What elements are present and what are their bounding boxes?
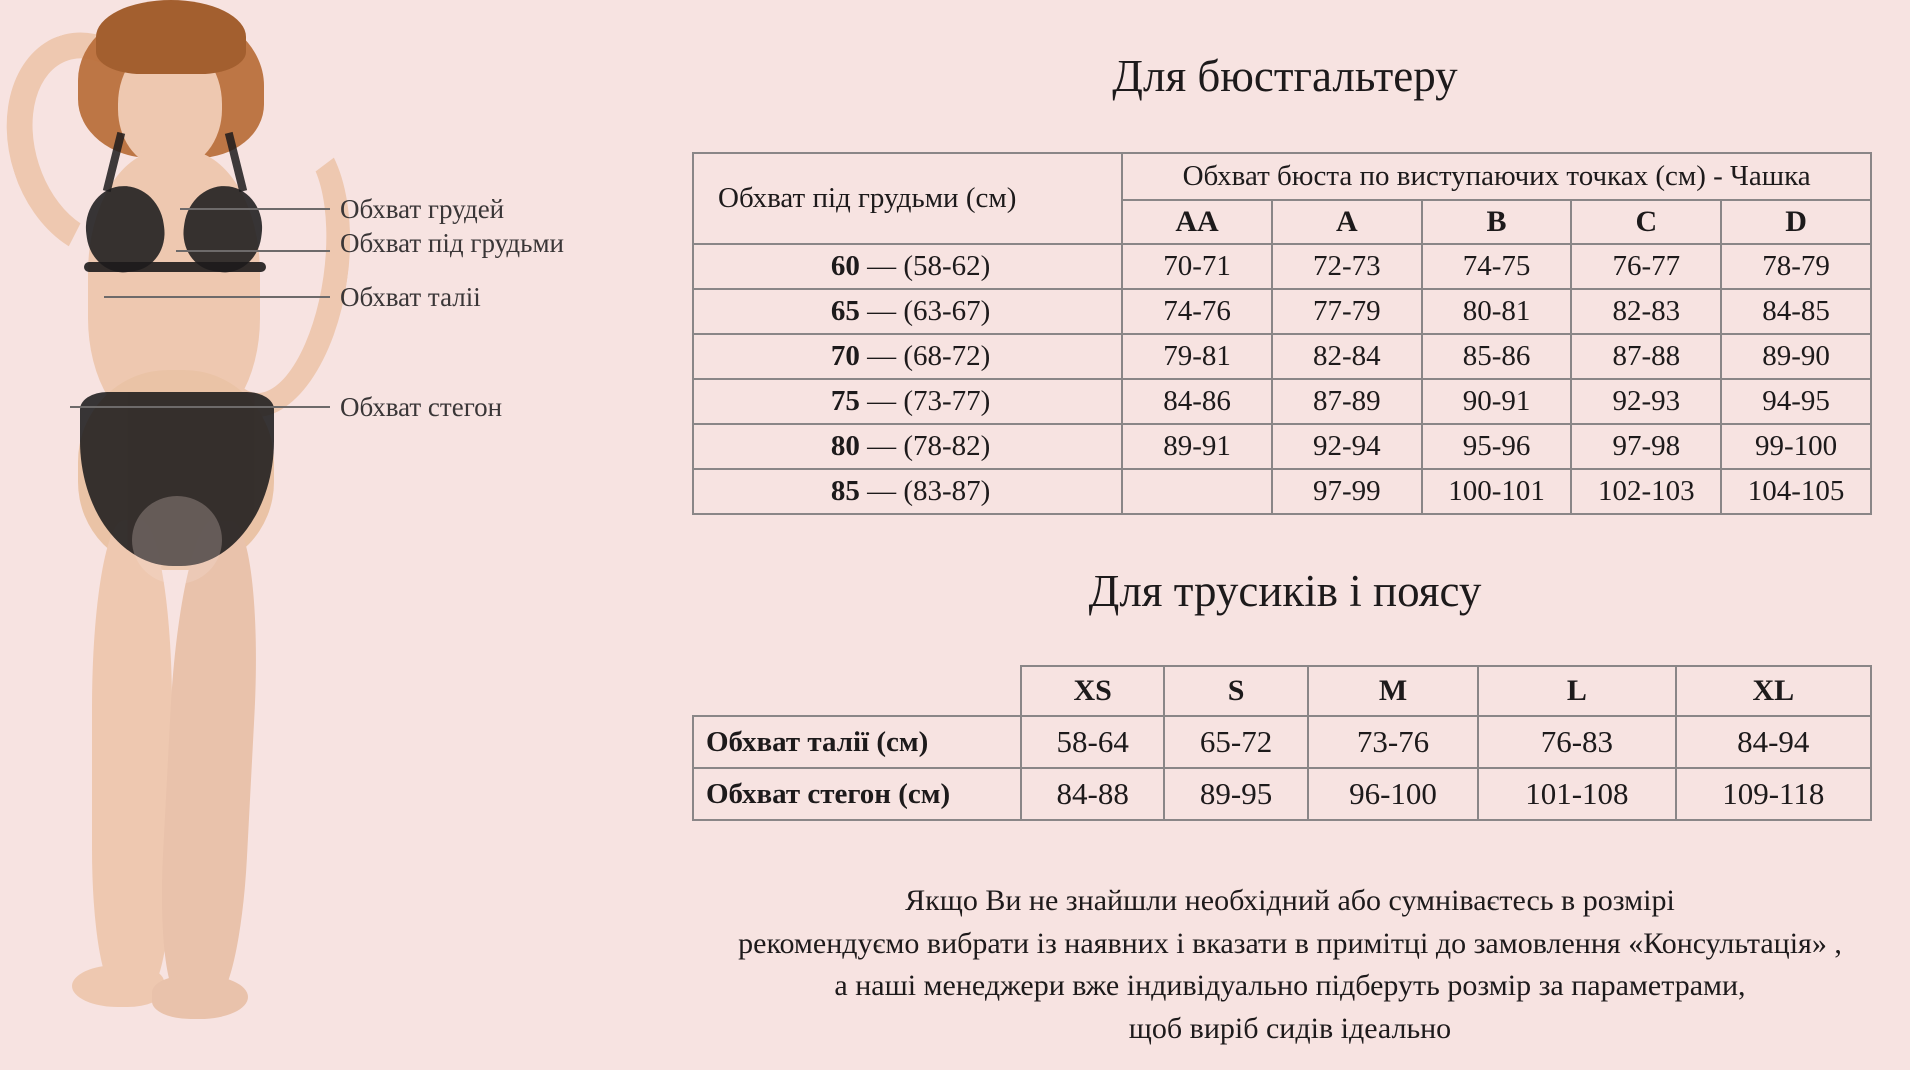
model-right-leg <box>155 518 264 1002</box>
cell-b: 85-86 <box>1422 334 1572 379</box>
cell-c: 87-88 <box>1571 334 1721 379</box>
row-range: — (58-62) <box>867 250 991 282</box>
row-size: 65 <box>830 295 860 327</box>
cell-l: 76-83 <box>1478 716 1675 768</box>
cell-d: 89-90 <box>1721 334 1871 379</box>
cup-header-a: A <box>1272 200 1422 244</box>
size-header-l: L <box>1478 666 1675 716</box>
annotation-hips: Обхват стегон <box>340 392 503 422</box>
footnote-line-2: рекомендуємо вибрати із наявних і вказати в примітці до замовлення «Консультація» , <box>738 926 1842 960</box>
table-header-row <box>693 153 1871 200</box>
cell-xs: 84-88 <box>1021 768 1164 820</box>
cell-xl: 84-94 <box>1676 716 1871 768</box>
footnote-line-3: а наші менеджери вже індивідуально підберуть розмір за параметрами, <box>834 969 1746 1003</box>
table-row <box>693 379 1871 424</box>
bra-section-title: Для бюстгальтеру <box>1112 51 1458 101</box>
size-chart-content <box>660 0 1910 1070</box>
cell-aa: 84-86 <box>1122 379 1272 424</box>
cell-c: 102-103 <box>1571 469 1721 514</box>
model-right-foot <box>152 975 248 1019</box>
cell-d: 104-105 <box>1721 469 1871 514</box>
panty-size-table <box>692 665 1872 821</box>
cell-c: 92-93 <box>1571 379 1721 424</box>
table-row <box>693 716 1871 768</box>
footnote <box>670 880 1910 1050</box>
cell-aa <box>1122 469 1272 514</box>
cell-d: 99-100 <box>1721 424 1871 469</box>
cell-c: 82-83 <box>1571 289 1721 334</box>
size-header-s: S <box>1164 666 1307 716</box>
model-left-foot <box>72 965 164 1007</box>
cup-header-b: B <box>1422 200 1572 244</box>
row-range: — (83-87) <box>867 475 991 507</box>
table-row <box>693 768 1871 820</box>
cell-aa: 74-76 <box>1122 289 1272 334</box>
cell-a: 97-99 <box>1272 469 1422 514</box>
corner-blank <box>693 666 1021 716</box>
cell-s: 65-72 <box>1164 716 1307 768</box>
cell-xs: 58-64 <box>1021 716 1164 768</box>
cell-b: 80-81 <box>1422 289 1572 334</box>
row-range: — (78-82) <box>867 430 991 462</box>
lace-bra <box>84 176 266 288</box>
footnote-line-1: Якщо Ви не знайшли необхідний або сумніваєтесь в розмірі <box>905 884 1675 917</box>
cell-m: 96-100 <box>1308 768 1478 820</box>
cell-a: 82-84 <box>1272 334 1422 379</box>
cell-d: 84-85 <box>1721 289 1871 334</box>
row-size: 75 <box>830 385 860 417</box>
cell-aa: 89-91 <box>1122 424 1272 469</box>
cell-a: 87-89 <box>1272 379 1422 424</box>
size-header-m: M <box>1308 666 1478 716</box>
cell-s: 89-95 <box>1164 768 1307 820</box>
cell-b: 90-91 <box>1422 379 1572 424</box>
row-label-waist: Обхват талії (см) <box>693 716 1021 768</box>
table-row <box>693 289 1871 334</box>
panty-section-title: Для трусиків і поясу <box>1088 566 1482 616</box>
footnote-line-4: щоб виріб сидів ідеально <box>1128 1011 1452 1045</box>
table-row <box>693 244 1871 289</box>
row-label-hips: Обхват стегон (см) <box>693 768 1021 820</box>
cell-a: 92-94 <box>1272 424 1422 469</box>
table-row <box>693 334 1871 379</box>
row-range: — (73-77) <box>867 385 991 417</box>
cup-header-aa: AA <box>1122 200 1272 244</box>
cup-header-c: C <box>1571 200 1721 244</box>
lead-line-waist <box>104 296 330 298</box>
cell-d: 78-79 <box>1721 244 1871 289</box>
row-range: — (63-67) <box>867 295 991 327</box>
table-header-row <box>693 666 1871 716</box>
row-size: 80 <box>830 430 860 462</box>
cell-aa: 70-71 <box>1122 244 1272 289</box>
cell-m: 73-76 <box>1308 716 1478 768</box>
bra-size-table <box>692 152 1872 515</box>
model-hair-top <box>96 0 246 74</box>
lead-line-bust <box>180 208 330 210</box>
cell-b: 74-75 <box>1422 244 1572 289</box>
cell-b: 95-96 <box>1422 424 1572 469</box>
cell-c: 97-98 <box>1571 424 1721 469</box>
bra-band <box>84 262 266 272</box>
cell-b: 100-101 <box>1422 469 1572 514</box>
row-size: 85 <box>830 475 860 507</box>
row-size: 70 <box>830 340 860 372</box>
cell-aa: 79-81 <box>1122 334 1272 379</box>
annotation-bust: Обхват грудей <box>340 194 505 224</box>
table-row <box>693 424 1871 469</box>
cell-xl: 109-118 <box>1676 768 1871 820</box>
row-range: — (68-72) <box>867 340 991 372</box>
cell-c: 76-77 <box>1571 244 1721 289</box>
row-size: 60 <box>830 250 860 282</box>
cell-l: 101-108 <box>1478 768 1675 820</box>
header-underbust: Обхват під грудьми (см) <box>693 153 1122 244</box>
lead-line-underbust <box>176 250 330 252</box>
model-left-leg <box>92 520 172 990</box>
size-header-xs: XS <box>1021 666 1164 716</box>
header-bust-group: Обхват бюста по виступаючих точках (см) - Чашка <box>1122 153 1871 200</box>
cell-d: 94-95 <box>1721 379 1871 424</box>
size-header-xl: XL <box>1676 666 1871 716</box>
annotation-waist: Обхват таліі <box>340 282 481 312</box>
lead-line-hips <box>70 406 330 408</box>
cup-header-d: D <box>1721 200 1871 244</box>
annotation-underbust: Обхват під грудьми <box>340 228 564 258</box>
cell-a: 77-79 <box>1272 289 1422 334</box>
cell-a: 72-73 <box>1272 244 1422 289</box>
table-row <box>693 469 1871 514</box>
model-illustration <box>0 0 660 1070</box>
